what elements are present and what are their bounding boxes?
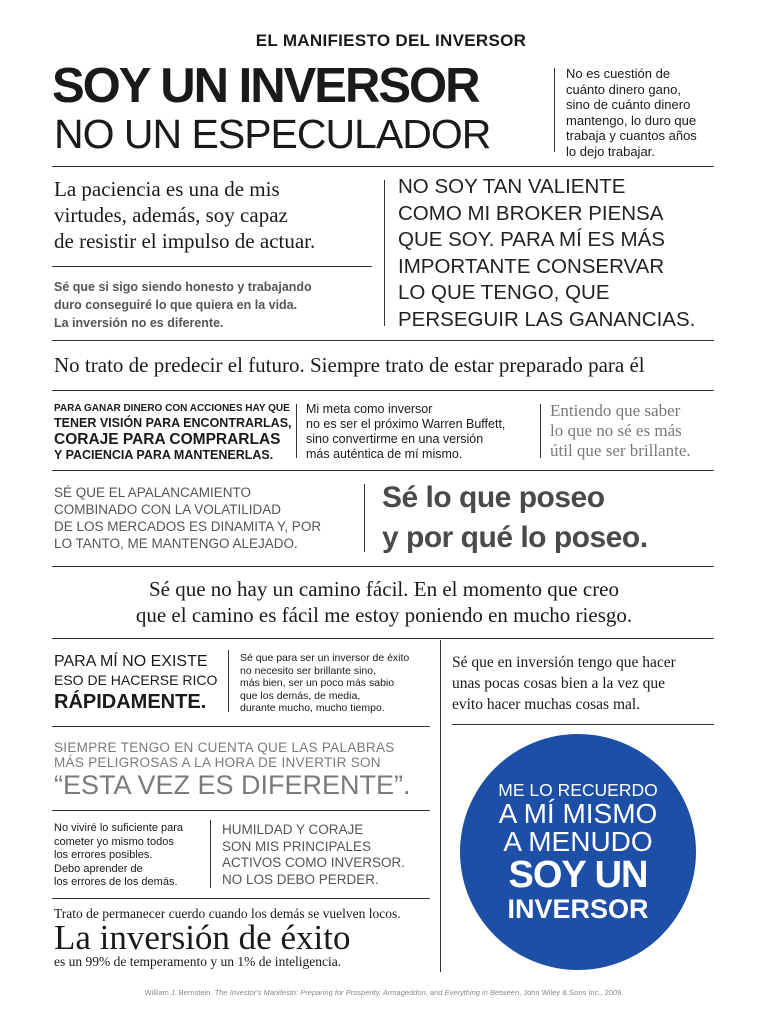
side-note: No es cuestión de cuánto dinero gano, sino de cuánto dinero mantengo, lo duro que trabaja y cuantos años lo dejo trabajar. — [566, 66, 697, 159]
brave-quote: NO SOY TAN VALIENTE COMO MI BROKER PIENSA QUE SOY. PARA MÍ ES MÁS IMPORTANTE CONSERVAR LO QUE TENGO, QUE PERSEGUIR LAS GANANCIAS. — [398, 175, 696, 331]
badge-line: ME LO RECUERDO — [498, 780, 658, 800]
rich-quote: PARA MÍ NO EXISTE ESO DE HACERSE RICO RÁPIDAMENTE. — [54, 653, 218, 713]
divider — [210, 820, 211, 888]
honest-quote: Sé que si sigo siendo honesto y trabajando duro conseguiré lo que quiera en la vida. La inversión no es diferente. — [54, 280, 312, 330]
few-things-quote: Sé que en inversión tengo que hacer unas pocas cosas bien a la vez que evito hacer muchas cosas mal. — [452, 654, 676, 713]
divider — [52, 390, 714, 391]
divider — [440, 640, 441, 972]
leverage-quote: SÉ QUE EL APALANCAMIENTO COMBINADO CON LA VOLATILIDAD DE LOS MERCADOS ES DINAMITA Y, POR LO TANTO, ME MANTENGO ALEJADO. — [54, 485, 322, 551]
divider — [52, 166, 714, 167]
page-title-line1: SOY UN INVERSOR — [52, 59, 479, 113]
divider — [52, 266, 372, 267]
own-quote: Sé lo que poseo y por qué lo poseo. — [382, 481, 648, 554]
success-headline: La inversión de éxito — [54, 918, 351, 957]
divider — [228, 650, 229, 712]
reminder-badge — [460, 734, 696, 970]
divider — [554, 68, 555, 152]
easy-path-quote: Sé que no hay un camino fácil. En el momento que creo que el camino es fácil me estoy poniendo en mucho riesgo. — [135, 577, 633, 627]
sanity-quote: Trato de permanecer cuerdo cuando los demás se vuelven locos. — [54, 906, 401, 921]
humility-quote: HUMILDAD Y CORAJE SON MIS PRINCIPALES ACTIVOS COMO INVERSOR. NO LOS DEBO PERDER. — [222, 822, 406, 887]
divider — [452, 724, 714, 725]
divider — [364, 484, 365, 552]
divider — [52, 566, 714, 567]
mistakes-quote: No viviré lo suficiente para cometer yo mismo todos los errores posibles. Debo aprender de los errores de los demás. — [54, 822, 184, 888]
divider — [52, 638, 714, 639]
badge-line: INVERSOR — [507, 894, 649, 924]
page-title-line2: NO UN ESPECULADOR — [54, 111, 491, 157]
stocks-quote: PARA GANAR DINERO CON ACCIONES HAY QUE TENER VISIÓN PARA ENCONTRARLAS, CORAJE PARA COMPRARLAS Y PACIENCIA PARA MANTENERLAS. — [54, 403, 292, 462]
divider — [52, 726, 430, 727]
wise-quote: Sé que para ser un inversor de éxito no necesito ser brillante sino, más bien, ser un poco más sabio que los demás, de media, durante mucho, mucho tiempo. — [240, 652, 410, 714]
future-quote: No trato de predecir el futuro. Siempre trato de estar preparado para él — [54, 353, 645, 377]
dangerous-quote: SIEMPRE TENGO EN CUENTA QUE LAS PALABRAS MÁS PELIGROSAS A LA HORA DE INVERTIR SON “ESTA VEZ ES DIFERENTE”. — [54, 740, 411, 800]
divider — [540, 404, 541, 458]
buffett-quote: Mi meta como inversor no es ser el próximo Warren Buffett, sino convertirme en una versión más auténtica de mí mismo. — [306, 402, 506, 461]
divider — [52, 470, 714, 471]
badge-line: A MENUDO — [503, 826, 653, 857]
divider — [52, 810, 430, 811]
brilliant-quote: Entiendo que saber lo que no sé es más útil que ser brillante. — [550, 401, 691, 460]
badge-line: SOY UN — [508, 854, 648, 896]
citation: William J. Bernstein. The Investor's Manifesto: Preparing for Prosperity, Armageddon, and Everything in Between, John Wiley & Sons Inc., 2009. — [144, 988, 624, 997]
patience-quote: La paciencia es una de mis virtudes, además, soy capaz de resistir el impulso de actuar. — [54, 177, 316, 253]
kicker: EL MANIFIESTO DEL INVERSOR — [255, 31, 527, 50]
divider — [296, 404, 297, 458]
divider — [384, 180, 385, 326]
divider — [52, 898, 430, 899]
badge-line: A MÍ MISMO — [498, 798, 658, 829]
temperament-quote: es un 99% de temperamento y un 1% de inteligencia. — [54, 954, 342, 969]
divider — [52, 340, 714, 341]
